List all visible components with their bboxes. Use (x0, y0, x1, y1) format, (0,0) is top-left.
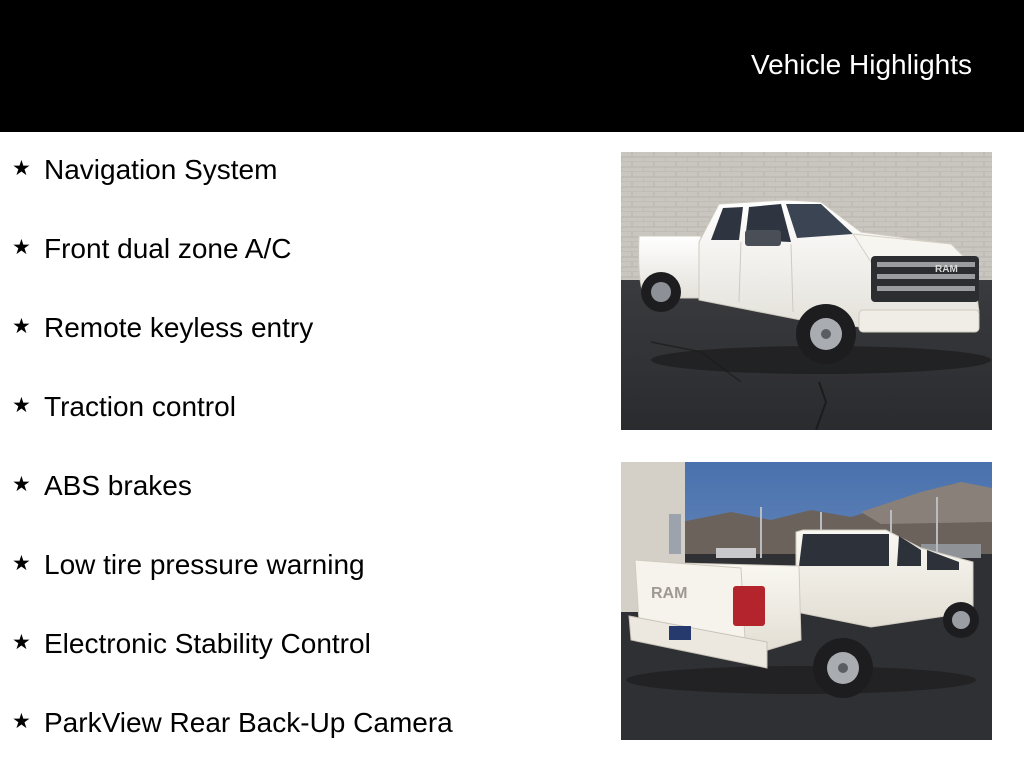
truck-front-image (621, 152, 992, 430)
star-icon: ★ (12, 709, 31, 733)
list-item (12, 229, 291, 269)
star-icon: ★ (12, 472, 31, 496)
highlight-label: Traction control (44, 391, 236, 422)
list-item (12, 624, 371, 664)
highlight-label: ParkView Rear Back-Up Camera (44, 707, 453, 738)
list-item (12, 308, 313, 348)
star-icon: ★ (12, 156, 31, 180)
list-item (12, 466, 192, 506)
header-banner (0, 0, 1024, 132)
vehicle-photo-front (621, 152, 992, 430)
tailgate-logo: RAM (651, 585, 688, 602)
star-icon: ★ (12, 393, 31, 417)
highlight-label: Electronic Stability Control (44, 628, 371, 659)
highlight-label: Remote keyless entry (44, 312, 314, 343)
highlight-label: Low tire pressure warning (44, 549, 365, 580)
list-item (12, 387, 236, 427)
star-icon: ★ (12, 314, 31, 338)
highlight-label: ABS brakes (44, 470, 192, 501)
star-icon: ★ (12, 551, 31, 575)
star-icon: ★ (12, 235, 31, 259)
list-item (12, 703, 453, 743)
list-item (12, 545, 365, 585)
highlight-label: Front dual zone A/C (44, 233, 292, 264)
page-title: Vehicle Highlights (750, 49, 972, 80)
star-icon: ★ (12, 630, 31, 654)
vehicle-photo-rear (621, 462, 992, 740)
list-item (12, 150, 277, 190)
svg-text:RAM: RAM (935, 264, 958, 275)
highlight-label: Navigation System (44, 154, 278, 185)
truck-rear-image (621, 462, 992, 740)
